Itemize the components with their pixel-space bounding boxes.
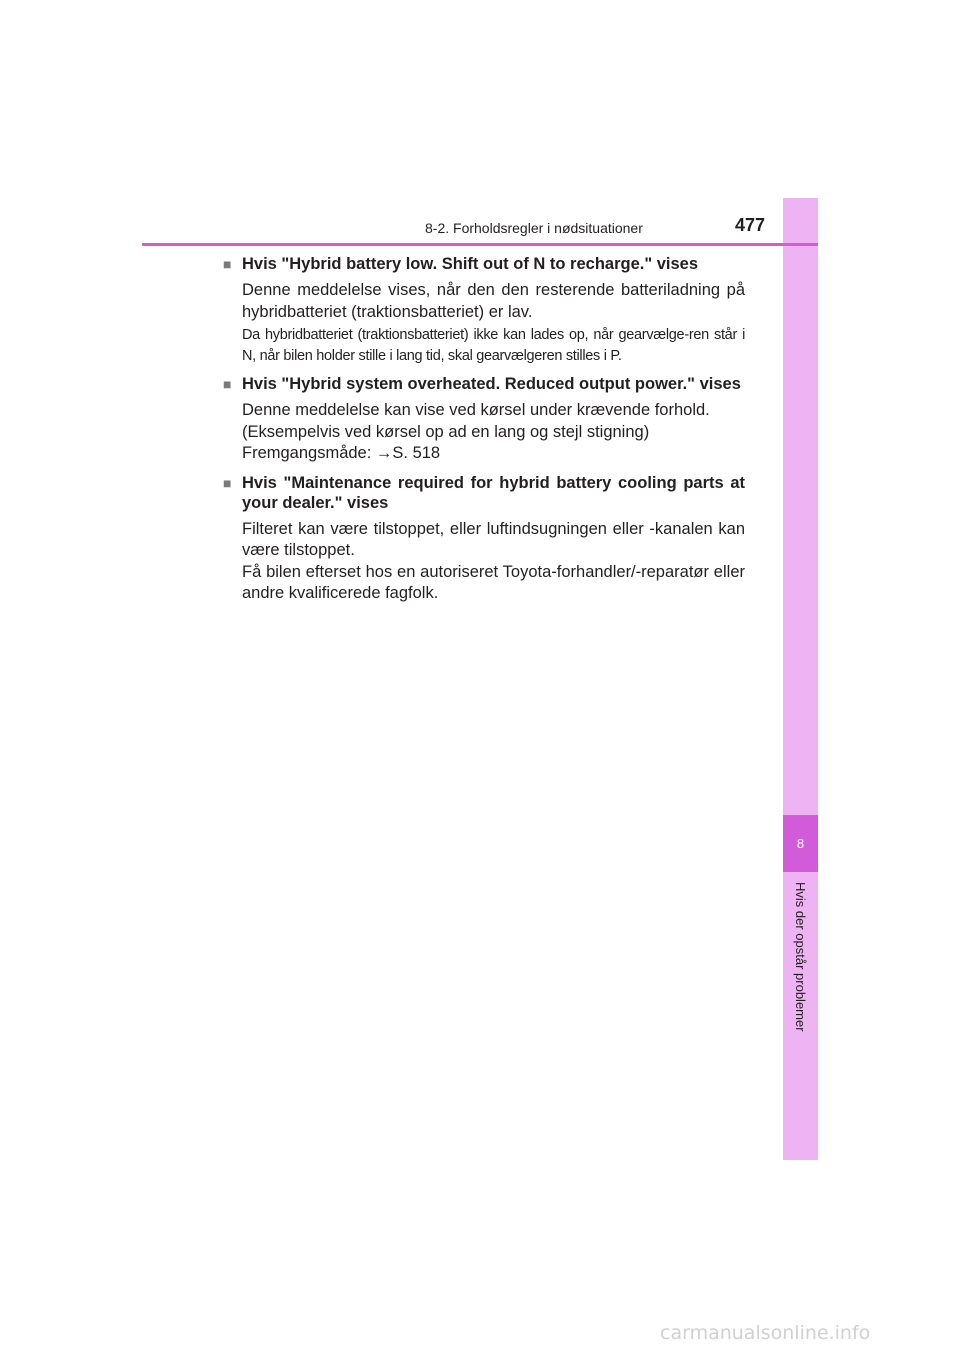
item-heading-text: Hvis "Maintenance required for hybrid battery cooling parts at your dealer." vises [242, 473, 745, 512]
list-item [223, 254, 745, 366]
paragraph-line: (Eksempelvis ved kørsel op ad en lang og stejl stigning) [242, 422, 650, 441]
watermark: carmanualsonline.info [660, 1322, 871, 1344]
paragraph-line: Denne meddelelse kan vise ved kørsel under krævende forhold. [242, 401, 710, 419]
chapter-number: 8 [796, 836, 805, 851]
page-reference: Fremgangsmåde: →S. 518 [242, 444, 441, 462]
list-item [223, 374, 745, 465]
square-bullet-icon: ■ [223, 256, 232, 272]
item-heading [223, 374, 745, 394]
item-paragraph: Denne meddelelse vises, når den den resterende batteriladning på hybridbatteriet (traktionsbatteriet) er lav. [242, 281, 745, 321]
chapter-number-badge [783, 815, 818, 872]
item-heading-text: Hvis "Hybrid battery low. Shift out of N to recharge." vises [242, 255, 699, 273]
list-item [223, 473, 745, 605]
page-number: 477 [735, 215, 766, 235]
item-heading [223, 254, 745, 274]
item-note: Da hybridbatteriet (traktionsbatteriet) ikke kan lades op, når gearvælge-ren står i N, når bilen holder stille i lang tid, skal gearvælgeren stilles i P. [242, 327, 745, 364]
item-paragraph [242, 400, 745, 465]
page-content [223, 254, 745, 613]
section-title: 8-2. Forholdsregler i nødsituationer [425, 220, 643, 236]
item-heading-text: Hvis "Hybrid system overheated. Reduced output power." vises [242, 375, 741, 393]
square-bullet-icon: ■ [223, 474, 232, 491]
header-divider [142, 243, 818, 246]
item-paragraph [242, 519, 745, 605]
item-heading [223, 473, 745, 513]
paragraph-line: Få bilen efterset hos en autoriseret Toyota-forhandler/-reparatør eller andre kvalificerede fagfolk. [242, 562, 745, 602]
chapter-label: Hvis der opstår problemer [793, 882, 808, 1032]
paragraph-line: Filteret kan være tilstoppet, eller luftindsugningen eller -kanalen kan være tilstoppet. [242, 519, 745, 559]
square-bullet-icon: ■ [223, 376, 232, 392]
